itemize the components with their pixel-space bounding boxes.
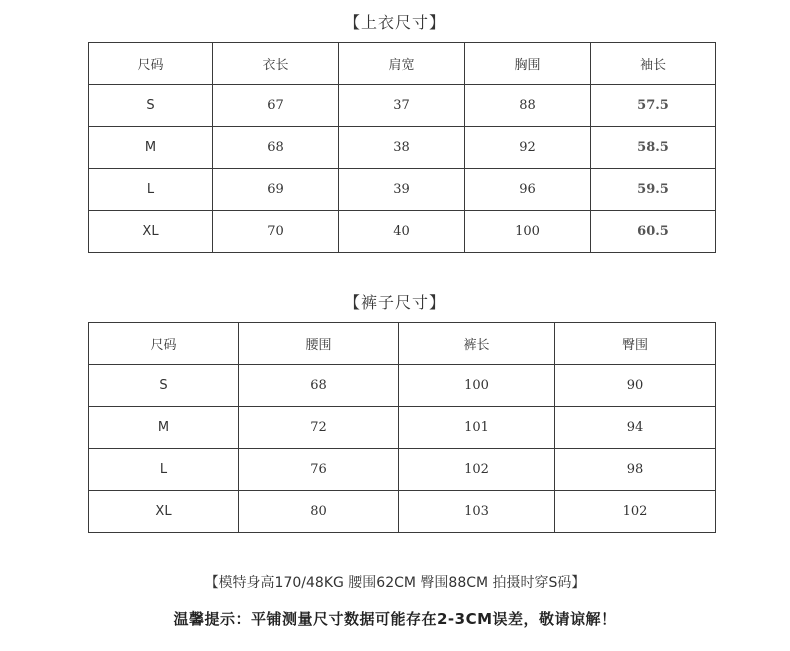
top-table-title: 【上衣尺寸】 — [343, 13, 446, 32]
value-cell: 102 — [399, 449, 555, 491]
value-cell: 76 — [239, 449, 399, 491]
header-row — [89, 43, 716, 85]
table-row — [89, 85, 716, 127]
value-cell: 96 — [465, 169, 591, 211]
value-cell: 40 — [339, 211, 465, 253]
value-cell: 80 — [239, 491, 399, 533]
column-header: 袖长 — [591, 43, 716, 85]
column-header: 胸围 — [465, 43, 591, 85]
value-cell: 58.5 — [591, 127, 716, 169]
value-cell: 98 — [555, 449, 716, 491]
column-header: 尺码 — [89, 323, 239, 365]
size-cell: S — [89, 85, 213, 127]
bottom-table-title: 【裤子尺寸】 — [343, 293, 446, 312]
value-cell: 101 — [399, 407, 555, 449]
value-cell: 38 — [339, 127, 465, 169]
value-cell: 59.5 — [591, 169, 716, 211]
column-header: 裤长 — [399, 323, 555, 365]
column-header: 肩宽 — [339, 43, 465, 85]
value-cell: 100 — [399, 365, 555, 407]
value-cell: 67 — [213, 85, 339, 127]
model-note: 【模特身高170/48KG 腰围62CM 臀围88CM 拍摄时穿S码】 — [204, 575, 586, 591]
size-cell: L — [89, 169, 213, 211]
column-header: 腰围 — [239, 323, 399, 365]
size-cell: M — [89, 127, 213, 169]
value-cell: 92 — [465, 127, 591, 169]
value-cell: 102 — [555, 491, 716, 533]
value-cell: 103 — [399, 491, 555, 533]
size-cell: L — [89, 449, 239, 491]
value-cell: 39 — [339, 169, 465, 211]
value-cell: 88 — [465, 85, 591, 127]
value-cell: 100 — [465, 211, 591, 253]
table-row — [89, 169, 716, 211]
value-cell: 70 — [213, 211, 339, 253]
table-row — [89, 211, 716, 253]
size-cell: S — [89, 365, 239, 407]
value-cell: 94 — [555, 407, 716, 449]
column-header: 尺码 — [89, 43, 213, 85]
value-cell: 69 — [213, 169, 339, 211]
column-header: 衣长 — [213, 43, 339, 85]
table-row — [89, 127, 716, 169]
size-cell: XL — [89, 491, 239, 533]
header-row — [89, 323, 716, 365]
value-cell: 68 — [213, 127, 339, 169]
value-cell: 72 — [239, 407, 399, 449]
size-cell: M — [89, 407, 239, 449]
value-cell: 68 — [239, 365, 399, 407]
value-cell: 37 — [339, 85, 465, 127]
measurement-tip: 温馨提示：平铺测量尺寸数据可能存在2-3CM误差，敬请谅解！ — [173, 610, 617, 628]
size-cell: XL — [89, 211, 213, 253]
top-size-table — [88, 42, 716, 253]
bottom-size-table — [88, 322, 716, 533]
value-cell: 60.5 — [591, 211, 716, 253]
table-row — [89, 491, 716, 533]
column-header: 臀围 — [555, 323, 716, 365]
value-cell: 57.5 — [591, 85, 716, 127]
table-row — [89, 449, 716, 491]
table-row — [89, 407, 716, 449]
table-row — [89, 365, 716, 407]
value-cell: 90 — [555, 365, 716, 407]
